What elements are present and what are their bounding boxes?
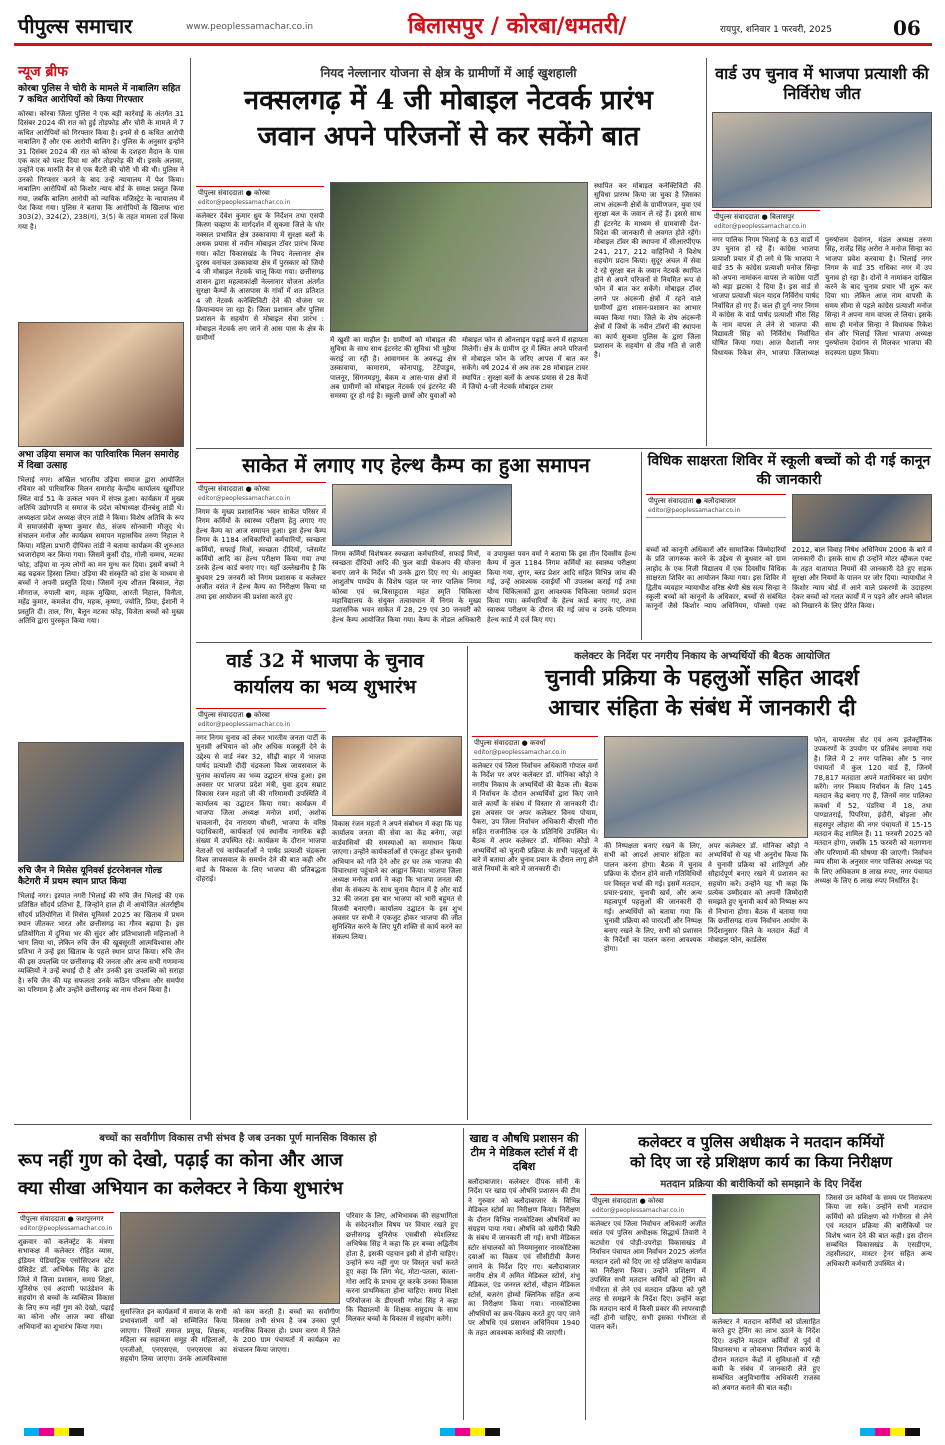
row2-divider <box>196 642 932 643</box>
bjp-office-email[interactable]: editor@peoplessamachar.co.in <box>198 721 291 728</box>
education-right-divider <box>463 1128 464 1420</box>
ruchi-headline: रुचि जैन ने मिसेस यूनिवर्स इंटरनेशनल गोल्ड कैटेगरी में प्रथम स्थान प्राप्त किया <box>18 866 162 887</box>
bjp-office-byline <box>196 708 326 732</box>
health-body-right: निगम कर्मियों विशेषकर स्वच्छता कर्मचारियों, सफाई मित्रों, स्वच्छता दीदियों आदि की फुल बाडी चेकअप की योजना बनाए जाने के निर्देश भी उनके द्वारा दिए गए थे। आयुक्त आशुतोष पाण्डेय के विशेष पहल पर नगर पालिक निगम कोरबा एवं स्व.बिसाहूदास महंत स्मृति चिकित्सा महाविद्यालय के संयुक्त तत्वावधान में निगम के मुख्य प्रशासनिक भवन साकेत में 28, 29 एवं 30 जनवरी को हेल्थ कैम्प आयोजित किया गया। कैम्प के नोडल अधिकारी व उपायुक्त पवन वर्मा ने बताया कि इस तीन दिवसीय हेल्थ कैम्प में कुल 1184 निगम कर्मियों का स्वास्थ्य परीक्षण किया गया, शुगर, ब्लड प्रेशर आदि सहित विभिन्न जांच की गई, उन्हें आवश्यक दवाईयाँ भी उपलब्ध कराई गई तथा योग्य चिकित्सकों द्वारा आवश्यक चिकित्सा परामर्श प्रदान किया गया। कर्मचारियों के हेल्थ कार्ड बनाए गए, तथा स्वास्थ्य परीक्षण के दौरान की गई जांच व उनके परिणाम हेल्थ कार्ड में दर्ज किए गए। <box>332 550 636 624</box>
legal-body: बच्चों को कानूनी अधिकारों और सामाजिक जिम्मेदारियों के प्रति जागरूक करने के उद्देश्य से बुधवार को ग्राम लाहोद के एक निजी विद्यालय में एक दिवसीय विधिक साक्षरता शिविर का आयोजन किया गया। इस शिविर में द्वितीय व्यवहार न्यायाधीश वरिष्ठ श्रेणी श्रेष्ठ सत्य सिन्हा ने स्कूली बच्चों को कानूनों के अधिकार, बच्चों से संबंधित कानूनों जैसे किशोर न्याय अधिनियम, पॉक्सो एक्ट 2012, बाल विवाह निषेध अधिनियम 2006 के बारे में जानकारी दी। इसके साथ ही उन्होंने मोटर व्हीकल एक्ट के तहत यातायात नियमों की जानकारी देते हुए सड़क सुरक्षा और नियमों के पालन पर जोर दिया। न्यायाधीश ने किशोर न्याय बोर्ड में आने वाले प्रकरणों के उदाहरण देकर बच्चों को गलत कार्यों में न पड़ने और अपने कौशल को निखारने के लिए प्रेरित किया। <box>646 546 932 611</box>
edition-part2: कोरबा/धमतरी/ <box>506 13 627 39</box>
news-brief-label: न्यूज ब्रीफ <box>18 64 68 80</box>
edition-title <box>408 10 626 40</box>
bjp-office-body-left: नगर निगम चुनाव को लेकर भारतीय जनता पार्टी के चुनावी अभियान को और अधिक मजबूती देने के उद्देश्य से वार्ड नंबर 32, सीढ़ी बाहर में भाजपा पार्षद प्रत्याशी दीदी चंद्रकला विश्व जायसवाल के चुनाव कार्यालय का भव्य उद्घाटन संपन्न हुआ। इस अवसर पर भाजपा प्रदेश मंत्री, युवा हृदय सम्राट विकास रंजन महतो जी की गरिमामयी उपस्थिति में कार्यालय का उद्घाटन किया गया। कार्यक्रम में भाजपा जिला अध्यक्ष मनोज शर्मा, अशोक चावलानी, देव नारायण चौधरी, भाजपा के वरिष्ठ पदाधिकारी, कार्यकर्ता एवं स्थानीय नागरिक बड़ी संख्या में उपस्थित रहे। कार्यक्रम के दौरान भाजपा नेताओं एवं कार्यकर्ताओं ने पार्षद प्रत्याशी चंद्रकला विश्व जायसवाल के समर्थन देने की बात कही और वार्ड के विकास के लिए भाजपा की प्रतिबद्धता दोहराई। <box>196 734 326 884</box>
election-body-mid: की निष्पक्षता बनाए रखने के लिए, सभी को आदर्श आचार संहिता का पालन करना होगा। बैठक में चुनाव प्रक्रिया के दौरान होने वाली गतिविधियों पर विस्तृत चर्चा की गई। इसमें मतदान, प्रचार-प्रसार, चुनावी खर्च, और अन्य महत्वपूर्ण पहलुओं की जानकारी दी गई। अभ्यर्थियों को बताया गया कि चुनावी प्रक्रिया को पारदर्शी और निष्पक्ष बनाए रखने के लिए, सभी को प्रशासन के निर्देशों का पालन करना आवश्यक होगा। <box>604 842 702 954</box>
lead-body-left: कलेक्टर देवेश कुमार ध्रुव के निर्देशन तथा एसपी किरण चव्हाण के मार्गदर्शन में सुकमा जिले के घोर नक्सल प्रभावित क्षेत्र उस्कावाया में सुरक्षा बलों के अथक प्रयास से नवीन मोबाइल टॉवर प्रारंभ किया गया। कोंटा विकासखंड के नियद नेल्लानार क्षेत्र दुरस्थ वनांचल उस्कावाया क्षेत्र में पुरस्कार को जियो 4 जी मोबाइल नेटवर्क चालू किया गया। छत्तीसगढ़ शासन द्वारा महत्वाकांक्षी नेल्लानार योजना अंतर्गत सुरक्षा कैम्पों के आसपास के गांवों में शत प्रतिशत 4 जी नेटवर्क कनेक्टिविटी देने की योजना पर क्रियान्वयन जा रहा है। जिला प्रशासन और पुलिस प्रशासन के सहयोग से मोबाइल सेवा प्रारंभ : मोबाइल नेटवर्क लग जाने से आस पास के क्षेत्र के ग्रामीणों <box>196 212 324 343</box>
lead-body-far: स्थापित कर मोबाइल कनेक्टिविटी की सुविधा प्रारम्भ किया जा चुका है जिसका लाभ अंदरूनी क्षेत्रों के ग्रामीणजन, युवा एवं सुरक्षा बल के जवान ले रहे हैं। इससे साथ ही इंटरनेट के माध्यम से ग्रामवासी देश-विदेश की जानकारी से अवगत होते रहेंगे। मोबाइल टॉवर की स्थापना में सीआरपीएफ 241, 217, 212 वाहिनियों ने विशेष सहयोग प्रदान किया। सुदूर अंचल में सेवा दे रहे सुरक्षा बल के जवान नेटवर्क स्थापित होने से अपने परिजनों से नियमित रूप से फोन में बात कर सकेंगे। मोबाइल टॉवर लगने पर अंदरूनी क्षेत्रों में रहने वाले ग्रामीणों द्वारा शासन-प्रशासन का आभार व्यक्त किया गया। जिले के शेष अंदरूनी क्षेत्रों में जियो के नवीन टॉवरों की स्थापना का कार्य सुकमा पुलिस के द्वारा जिला प्रशासन के सहयोग से तीव्र गति से जारी है। <box>594 182 701 360</box>
bjp-office-headline: वार्ड 32 में भाजपा के चुनाव कार्यालय का भव्य शुभारंभ <box>226 650 424 698</box>
row1-divider <box>196 448 932 449</box>
education-headline-line1: रूप नहीं गुण को देखो, पढ़ाई का कोना और आज <box>18 1150 343 1171</box>
brief-body: कोरबा। कोरबा जिला पुलिस ने एक बड़ी कार्रवाई के अंतर्गत 31 दिसंबर 2024 की रात को हुई तोड़फोड़ और चोरी के मामले में 7 कथित आरोपियों को गिरफ्तार किया है। इनमें से 6 कथित आरोपी नाबालिग हैं और एक आरोपी बालिग है। पुलिस के अनुसार इन्होंने 31 दिसंबर 2024 की रात को कोरबा के दशहरा मैदान के पास एक कार को पलट दिया था और तोड़फोड़ की थी। इसके अलावा, उन्होंने एक मारुति वैन से एक बैटरी की चोरी भी की थी। पुलिस ने उनको गिरफ्तार करने के बाद उन्हें न्यायालय में पेश किया। नाबालिग आरोपियों को किशोर न्याय बोर्ड के समक्ष प्रस्तुत किया गया, जबकि बालिग आरोपी को न्यायिक मजिस्ट्रेट के न्यायालय में पेश किया गया। पुलिस ने बताया कि आरोपियों के खिलाफ धारा 303(2), 324(2), 238(ग), 3(5) के तहत मामला दर्ज किया गया है। <box>18 110 184 231</box>
training-headline-line2: को दिए जा रहे प्रशिक्षण कार्य का किया निरीक्षण <box>630 1153 892 1171</box>
left-column-divider <box>190 58 191 1120</box>
election-body-left: कलेक्टर एवं जिला निर्वाचन अधिकारी गोपाल वर्मा के निर्देश पर अपर कलेक्टर डॉ. मोनिका कौड़ो ने नगरीय निकाय के अभ्यर्थियों की बैठक ली। बैठक में निर्वाचन के दौरान अभ्यर्थियों द्वारा किए जाने वाले कार्यों के संबंध में विस्तार से जानकारी दी। इस अवसर पर अपर कलेक्टर विनय पोयाम, पैकरा, उप जिला निर्वाचन अधिकारी बीएसी गौरा सहित राजनीतिक दल के प्रतिनिधि उपस्थित थे। बैठक में अपर कलेक्टर डॉ. मोनिका कौड़ो ने अभ्यर्थियों को चुनावी प्रक्रिया के सभी पहलुओं के बारे में बताया और चुनाव प्रचार के दौरान लागू होने वाले नियमों के बारे में जानकारी दी। <box>472 762 598 874</box>
health-byline-text: पीपुल्स संवाददाता ● कोरबा <box>198 485 270 493</box>
health-right-divider <box>641 452 642 640</box>
paper-name: पीपुल्स समाचार <box>18 14 133 38</box>
drug-right-divider <box>585 1128 586 1420</box>
training-byline-text: पीपुल्स संवाददाता ● कोरबा <box>592 1197 664 1205</box>
health-body-left: निगम के मुख्य प्रशासनिक भवन साकेत परिसर में निगम कर्मियों के स्वास्थ्य परीक्षण हेतु लगाए गए हेल्थ कैम्प का आज समापन हुआ। इस हेल्थ कैम्प निगम के 1184 अधिकारियों कर्मचारियों, स्वच्छता कर्मियों, सफाई मित्रों, स्वच्छता दीदियों, प्लेसमेंट कर्मियों आदि का हेल्थ परीक्षण किया गया तथा उनके हेल्थ कार्ड बनाए गए। यहाँ उल्लेखनीय है कि बुधवार 29 जनवरी को निगम प्रशासक व कलेक्टर अजीत वसंत ने हेल्थ कैम्प का निरीक्षण किया था तथा इस आयोजन की प्रशंसा करते हुए <box>196 508 326 601</box>
education-byline-text: पीपुल्स संवाददाता ● जशपुरनगर <box>20 1215 104 1223</box>
edition-part1: बिलासपुर / <box>408 13 507 39</box>
masthead-rule <box>14 43 932 46</box>
health-email[interactable]: editor@peoplessamachar.co.in <box>198 495 291 502</box>
ward-body: नगर पालिक निगम भिलाई के 63 वार्डों में उप चुनाव हो रहे हैं। कांग्रेस भाजपा प्रत्याशी प्रचार में ही लगे थे कि भाजपा ने वार्ड 35 के कांग्रेस प्रत्याशी मनोज सिन्हा को अपना नामांकन वापस ले कांग्रेस पार्टी को बड़ा झटका दे दिया है। इस वार्ड से भाजपा प्रत्याशी चंदन यादव निर्विरोध पार्षद निर्वाचित हो गए हैं। कल ही दुर्ग नगर निगम में कांग्रेस के वार्ड पार्षद प्रत्याशी मीरा सिंह के नाम वापस ले लेने से भाजपा की विद्यावती सिंह को निर्विरोध निर्वाचित घोषित किया गया। आज वैशाली नगर विधायक रिकेश सेन, भाजपा जिलाध्यक्ष पुरुषोत्तम देवांगन, मंडल अध्यक्ष तरुण सिंह, राजेंद्र सिंह अरोरा ने मनोज सिन्हा का भाजपा प्रवेश करवाया है। भिलाई नगर निगम के वार्ड 35 राधिका नगर में उप चुनाव हो रहा है। दोनों ने नामांकन दाखिल करने के बाद चुनाव प्रचार भी शुरू कर दिया था। लेकिन आज नाम वापसी के समय सीमा से पहले कांग्रेस प्रत्याशी मनोज सिन्हा ने अपना नाम वापस ले लिया। इसके साथ ही मनोज सिन्हा ने विधायक रिकेश सेन और भिलाई जिला भाजपा अध्यक्ष पुरुषोत्तम देवांगन से मिलकर भाजपा की सदस्यता ग्रहण किया। <box>712 236 932 357</box>
ruchi-body: भिलाई नगर। इस्पात नगरी भिलाई की रुचि जैन भिलाई की एक प्रतिष्ठित सौंदर्य प्रतिभा हैं, जिन्होंने हाल ही में आयोजित अंतर्राष्ट्रीय सौंदर्य प्रतियोगिता में मिसेस यूनिवर्स 2025 का खिताब में प्रथम स्थान जीतकर भारत और छत्तीसगढ़ का गौरव बढ़ाया है। इस प्रतियोगिता में दुनिया भर की सुंदर और प्रतिभाशाली महिलाओं ने भाग लिया था, लेकिन रुचि जैन की खूबसूरती आत्मविश्वास और प्रतिभा ने उन्हें इस खिताब के पहले स्थान प्राप्त किया। रुचि जैन की इस उपलब्धि पर छत्तीसगढ़ की जनता और अन्य सभी गणमान्य व्यक्तियों ने उन्हें बधाई दी है और उनकी इस उपलब्धि को सराहा है। रुचि जैन की यह सफलता उनके कठिन परिश्रम और समर्पण का परिणाम है और उन्होंने छत्तीसगढ़ का नाम रोशन किया है। <box>18 892 184 995</box>
training-kicker: मतदान प्रक्रिया की बारीकियों को समझाने के दिए निर्देश <box>660 1179 862 1190</box>
election-body-far: फोन, वायरलेस सेट एवं अन्य इलेक्ट्रॉनिक उपकरणों के उपयोग पर प्रतिबंध लगाया गया है। जिले में 2 नगर पालिका और 5 नगर पंचायतों में कुल 120 वार्ड हैं, जिनमें 78,817 मतदाता अपने मताधिकार का प्रयोग करेंगे। नगर निकाय निर्वाचन के लिए 145 मतदान केंद्र बनाए गए हैं, जिनमें नगर पालिका कवर्धा में 52, पंडरिया में 18, तथा पाण्डातराई, पिपरिया, इंदौरी, बोड़ला और सहसपुर लोहारा की नगर पंचायतों में 15-15 मतदान केंद्र शामिल हैं। 11 फरवरी 2025 को मतदान होगा, जबकि 15 फरवरी को मतगणना और परिणामों की घोषणा की जाएगी। निर्वाचन व्यय सीमा के अनुसार नगर पालिका अध्यक्ष पद के लिए अधिकतम 8 लाख रुपए, नगर पंचायत अध्यक्ष के लिए 6 लाख रुपए निर्धारित है। <box>814 736 932 886</box>
training-body-right: जिससे उन कमियों के समय पर निराकरण किया जा सके। उन्होंने सभी मतदान कर्मियों को प्रशिक्षण को गंभीरता से लेने एवं मतदान प्रक्रिया की बारीकियों पर विशेष ध्यान देने की बात कही। इस दौरान सम्बंधित विकासखंड के एसडीएम, तहसीलदार, मास्टर ट्रेनर सहित अन्य अधिकारी कर्मचारी उपस्थित थे। <box>826 1194 932 1268</box>
bjp-candidate-photo <box>712 112 932 208</box>
legal-email[interactable]: editor@peoplessamachar.co.in <box>648 507 741 514</box>
brief-headline: कोरबा पुलिस ने चोरी के मामले में नाबालिग सहित 7 कथित आरोपियों को किया गिरफ्तार <box>18 84 181 105</box>
education-headline-line2: क्या सीखा अभियान का कलेक्टर ने किया शुभारंभ <box>18 1178 343 1199</box>
education-body-left: शुक्रवार को कलेक्ट्रेट के मंत्रणा सभाकक्ष में कलेक्टर रोहित व्यास, इंडियन पेडियाट्रिक एसोसिएशन स्टेट प्रेसिडेंट डॉ. अभिषेक सिंह के द्वारा जिले में जिला प्रशासन, समग्र शिक्षा, यूनिसेफ एवं अदाणी फाउंडेशन के सहयोग से बच्चों के व्यक्तित्व विकास के लिए रूप नहीं गुण को देखो, पढ़ाई का कोना और आज क्या सीखा अभियानों का शुभारंभ किया गया। <box>18 1238 114 1331</box>
election-kicker: कलेक्टर के निर्देश पर नगरीय निकाय के अभ्यर्थियों की बैठक आयोजित <box>574 651 830 662</box>
training-body-left: कलेक्टर एवं जिला निर्वाचन अधिकारी अजीत वसंत एवं पुलिस अधीक्षक सिद्धार्थ तिवारी ने कटघोरा एवं पोड़ी-उपरोड़ा विकासखंड में निर्वाचन पंचायत आम निर्वाचन 2025 अंतर्गत मतदान दलों को दिए जा रहे प्रशिक्षण कार्यक्रम का निरीक्षण किया। उन्होंने प्रशिक्षण में उपस्थित सभी मतदान कर्मियों को ट्रेनिंग को गंभीरता से लेने एवं मतदान प्रक्रिया को पूरी तरह से समझने के निर्देश दिए। उन्होंने कहा कि मतदान कार्य में किसी प्रकार की लापरवाही नहीं होनी चाहिए, सभी इसका गंभीरता से पालन करें। <box>590 1220 706 1332</box>
election-meeting-photo <box>604 736 808 838</box>
ward-byline-text: पीपुल्स संवाददाता ● बिलासपुर <box>714 213 794 221</box>
ruchi-jain-photo <box>18 742 184 862</box>
education-body-right: परिवार के लिए, अभिभावक की सहभागिता के संवेदनशील विषय पर विचार रखते हुए छत्तीसगढ़ यूनिसेफ एसबीसी स्पेशलिस्ट अभिषेक सिंह ने कहा कि हर बच्चा अद्वितीय होता है, इसकी पहचान इसी से होनी चाहिए। उन्होंने रूप नहीं गुण पर विस्तृत चर्चा करते हुए कहा कि लिंग भेद, मोटा-पतला, काला-गोरा आदि के प्रभाव दूर करके उनका विकास करना प्राथमिकता होना चाहिए। समग्र शिक्षा परियोजना के डीएमसी गणेश सिंह ने कहा कि विद्यालयों के शिक्षक समुदाय के साथ मिलकर बच्चों के विकास में सहयोग करेंगे। <box>346 1212 458 1324</box>
ward-headline: वार्ड उप चुनाव में भाजपा प्रत्याशी की निर्विरोध जीत <box>715 64 929 103</box>
training-body-photo-caption: कलेक्टर ने मतदान कर्मियों को प्रोत्साहित करते हुए ट्रेनिंग का लाभ उठाने के निर्देश दिए। उन्होंने मतदान कर्मियों से पूर्व में विधानसभा व लोकसभा निर्वाचन कार्य के दौरान मतदान केंद्रों में सुविधाओं में रही कमी के संबंध में जानकारी लेते हुए सम्बंधित अनुविभागीय अधिकारी राजस्व को अवगत कराने की बात कही। <box>712 1318 820 1392</box>
dateline: रायपुर, शनिवार 1 फरवरी, 2025 <box>720 25 832 35</box>
lead-headline-line2: जवान अपने परिजनों से कर सकेंगे बात <box>257 121 640 152</box>
page-number: 06 <box>893 16 921 40</box>
odia-headline: अभा उड़िया समाज का पारिवारिक मिलन समारोह में दिखा उत्साह <box>18 450 179 471</box>
health-camp-photo <box>332 484 512 546</box>
election-byline-text: पीपुल्स संवाददाता ● कवर्धा <box>474 739 546 747</box>
masthead <box>0 0 945 50</box>
bjp-office-body-right: विकास रंजन महतो ने अपने संबोधन में कहा कि यह कार्यालय जनता की सेवा का केंद्र बनेगा, जहां वार्डवासियों की समस्याओं का समाधान किया जाएगा। उन्होंने कार्यकर्ताओं से एकजुट होकर चुनावी अभियान को गति देने और हर घर तक भाजपा की विचारधारा पहुंचाने का आह्वान किया। भाजपा जिला अध्यक्ष मनोज शर्मा ने कहा कि भाजपा जनता की सेवा के संकल्प के साथ चुनाव मैदान में है और वार्ड 32 की जनता इस बार भाजपा को भारी बहुमत से विजयी बनाएगी। कार्यालय उद्घाटन के इस शुभ अवसर पर सभी ने एकजुट होकर भाजपा की जीत सुनिश्चित करने के लिए पूरी शक्ति से कार्य करने का संकल्प लिया। <box>332 820 462 941</box>
legal-headline: विधिक साक्षरता शिविर में स्कूली बच्चों को दी गई कानून की जानकारी <box>647 453 931 488</box>
training-headline-line1: कलेक्टर व पुलिस अधीक्षक ने मतदान कर्मियों <box>638 1133 884 1151</box>
training-email[interactable]: editor@peoplessamachar.co.in <box>592 1207 685 1214</box>
election-headline-line2: आचार संहिता के संबंध में जानकारी दी <box>548 695 856 721</box>
election-email[interactable]: editor@peoplessamachar.co.in <box>474 749 567 756</box>
mobile-tower-photo <box>330 182 588 332</box>
lead-email[interactable]: editor@peoplessamachar.co.in <box>198 199 291 206</box>
legal-byline <box>646 494 786 518</box>
education-byline <box>18 1212 114 1236</box>
odia-event-photo <box>18 322 184 447</box>
legal-byline-text: पीपुल्स संवाददाता ● बलौदाबाजार <box>648 497 736 505</box>
education-kicker: बच्चों का सर्वांगीण विकास तभी संभव है जब उनका पूर्ण मानसिक विकास हो <box>99 1133 377 1144</box>
ward-byline <box>712 210 820 234</box>
lead-byline-text: पीपुल्स संवाददाता ● कोरबा <box>198 189 270 197</box>
drug-headline: खाद्य व औषधि प्रशासन की टीम ने मेडिकल स्टोर्स में दी दबिश <box>469 1132 579 1173</box>
ward-email[interactable]: editor@peoplessamachar.co.in <box>714 223 807 230</box>
lead-headline-line1: नक्सलगढ़ में 4 जी मोबाइल नेटवर्क प्रारंभ <box>244 85 653 116</box>
election-body-right: अपर कलेक्टर डॉ. मोनिका कौड़ो ने अभ्यर्थियों से यह भी अनुरोध किया कि वे चुनावी प्रक्रिया को शांतिपूर्ण और सौहार्दपूर्ण बनाए रखने में प्रशासन का सहयोग करें। उन्होंने यह भी कहा कि प्रत्येक उम्मीदवार को अपनी जिम्मेदारी समझते हुए चुनावी कार्य को निष्पक्ष रूप से निभाना होगा। बैठक में बताया गया कि छत्तीसगढ़ राज्य निर्वाचन आयोग के निर्देशानुसार जिले के मतदान केंद्रों में मोबाइल फोन, कार्डलेस <box>708 842 808 945</box>
odia-body: भिलाई नगर। अखिल भारतीय उड़िया समाज द्वारा आयोजित रविवार को पारिवारिक मिलन समारोह केन्द्रीय कार्यालय खुर्सीपार स्थित वार्ड 51 के उत्कल भवन में संपन्न हुआ। कार्यक्रम में मुख्य अतिथि उद्योगपति व समाज के प्रदेश कोषाध्यक्ष दीनबंधु तांडी थे। अध्यक्षता प्रदेश अध्यक्ष जेएन तांडी ने किया। विशेष अतिथि के रूप में समाजसेवी कृष्णा कुमार सेठ, संजय सोनवानी मौजूद थे। संचालन मनोज और कार्यक्रम समापन महासचिव तरुण निहाल ने किया। महिला प्रभारी दीपिका तांडी ने बताया कार्यक्रम की शुरुआत ध्वजारोहण कर किया गया। जिसमें कुर्सी दौड़, गोली चम्मच, मटका फोड़, उड़िया वा नृत्य लोगों का मन मुग्ध कर दिया। इसमें बच्चों ने बढ़ चढ़कर हिस्सा लिया। उड़िया की संस्कृति को डांस के माध्यम से बच्चों ने अपनी प्रस्तुति दिया। जिसमें नृत्य शीतल बिस्वाल, नेहा मोंगराज, रुपाली बाग, महक मुखिया, आरती निहाल, विनीता, महेंद्र कुमार, कमलेश दीप, महक, कृष्णा, ज्योति, प्रिया, ईशानी ने प्रस्तुति दी। ताल, रिंग, बैलून मटका फोड़, विजेता बच्चों को मुख्य अतिथि द्वारा पुरस्कृत किया गया। <box>18 476 184 626</box>
lead-body-right: में खुशी का माहौल है। ग्रामीणों को मोबाइल की सुविधा के साथ साथ इंटरनेट की सुविधा भी मुहैया कराई जा रही है। आवागमन के अवरुद्ध क्षेत्र उस्कावाया, कामाराम, कोनापाडु, टेटेंपाडुम, पालनूर, सिंगनमड़गु, बेकम व आस-पास क्षेत्रों में अब ग्रामीणों को मोबाइल नेटवर्क एवं इंटरनेट की समस्या दूर हो गई है। स्कूली छात्रों और युवाओं को मोबाइल फोन से ऑनलाइन पढ़ाई करने में सहायता मिलेगी। क्षेत्र के ग्रामीण दूर में स्थित अपने परिजनों से मोबाइल फोन के जरिए आपस में बात कर सकेंगे। वर्ष 2024 से अब तक 28 मोबाइल टावर स्थापित : सुरक्षा बलों के अथक प्रयास से 28 कैंपों में जियो 4-जी नेटवर्क मोबाइल टावर <box>330 336 588 401</box>
legal-camp-photo <box>792 494 932 542</box>
election-byline <box>472 736 598 760</box>
training-photo <box>712 1194 820 1314</box>
bjp-right-divider <box>467 646 468 1120</box>
health-headline: साकेत में लगाए गए हेल्थ कैम्प का हुआ समापन <box>242 453 590 477</box>
education-email[interactable]: editor@peoplessamachar.co.in <box>20 1225 113 1232</box>
website-link[interactable]: www.peoplessamachar.co.in <box>186 22 314 32</box>
lead-byline <box>196 186 324 210</box>
education-body-mid: सुसज्जित इन कार्यक्रमों में समाज के सभी प्रभावशाली वर्गों को सम्मिलित किया जाएगा। जिसमें समाज प्रमुख, शिक्षक, महिला स्व सहायता समूह की महिलाओं, एनजीओ, एनएसएस, एनएसएस का सहयोग लिया जाएगा। उनके आत्मविश्वास को कम करती है। बच्चों का सर्वांगीण विकास तभी संभव है जब उनका पूर्ण मानसिक विकास हो। प्रथम चरण में जिले के 200 ग्राम पंचायतों में कार्यक्रम का संचालन किया जाएगा। <box>120 1308 340 1364</box>
health-byline <box>196 482 326 506</box>
lead-kicker: नियद नेल्लानार योजना से क्षेत्र के ग्रामीणों में आई खुशहाली <box>320 66 577 80</box>
lead-right-divider <box>706 58 707 446</box>
bjp-office-byline-text: पीपुल्स संवाददाता ● कोरबा <box>198 711 270 719</box>
row3-divider <box>14 1124 932 1125</box>
training-byline <box>590 1194 706 1218</box>
election-headline-line1: चुनावी प्रक्रिया के पहलुओं सहित आदर्श <box>544 665 860 691</box>
drug-body: बलौदाबाजार। कलेक्टर दीपक सोनी के निर्देश पर खाद्य एवं औषधि प्रशासन की टीम ने गुरुवार को बलौदाबाजार के विभिन्न मेडिकल स्टोर्स का निरीक्षण किया। निरीक्षण के दौरान विभिन्न नारकोटिक्स औषधियों का संग्रहण पाया गया। औषधि को खरीदी बिक्री के संबंध में जानकारी ली गई। सभी मेडिकल स्टोर संचालकों को नियमानुसार नारकोटिक्स दवाओं का विक्रय एवं सीसीटीवी कैमरा लगाने के निर्देश दिए गए। बलौदाबाजार नगरीय क्षेत्र में अमित मेडिकल स्टोर्स, शंभु मेडिकल, एंड जनरल स्टोर्स, चौहान मेडिकल स्टोर्स, बजरंग होम्यो क्लिनिक सहित अन्य का निरीक्षण किया गया। नारकोटिक्स औषधियों का क्रय-विक्रय करते हुए पाए जाने पर औषधि एवं प्रसाधन अधिनियम 1940 के तहत आवश्यक कार्रवाई की जाएगी। <box>468 1178 580 1337</box>
bjp-office-photo <box>332 736 462 816</box>
education-event-photo <box>120 1212 340 1304</box>
registration-marks <box>0 1426 945 1438</box>
